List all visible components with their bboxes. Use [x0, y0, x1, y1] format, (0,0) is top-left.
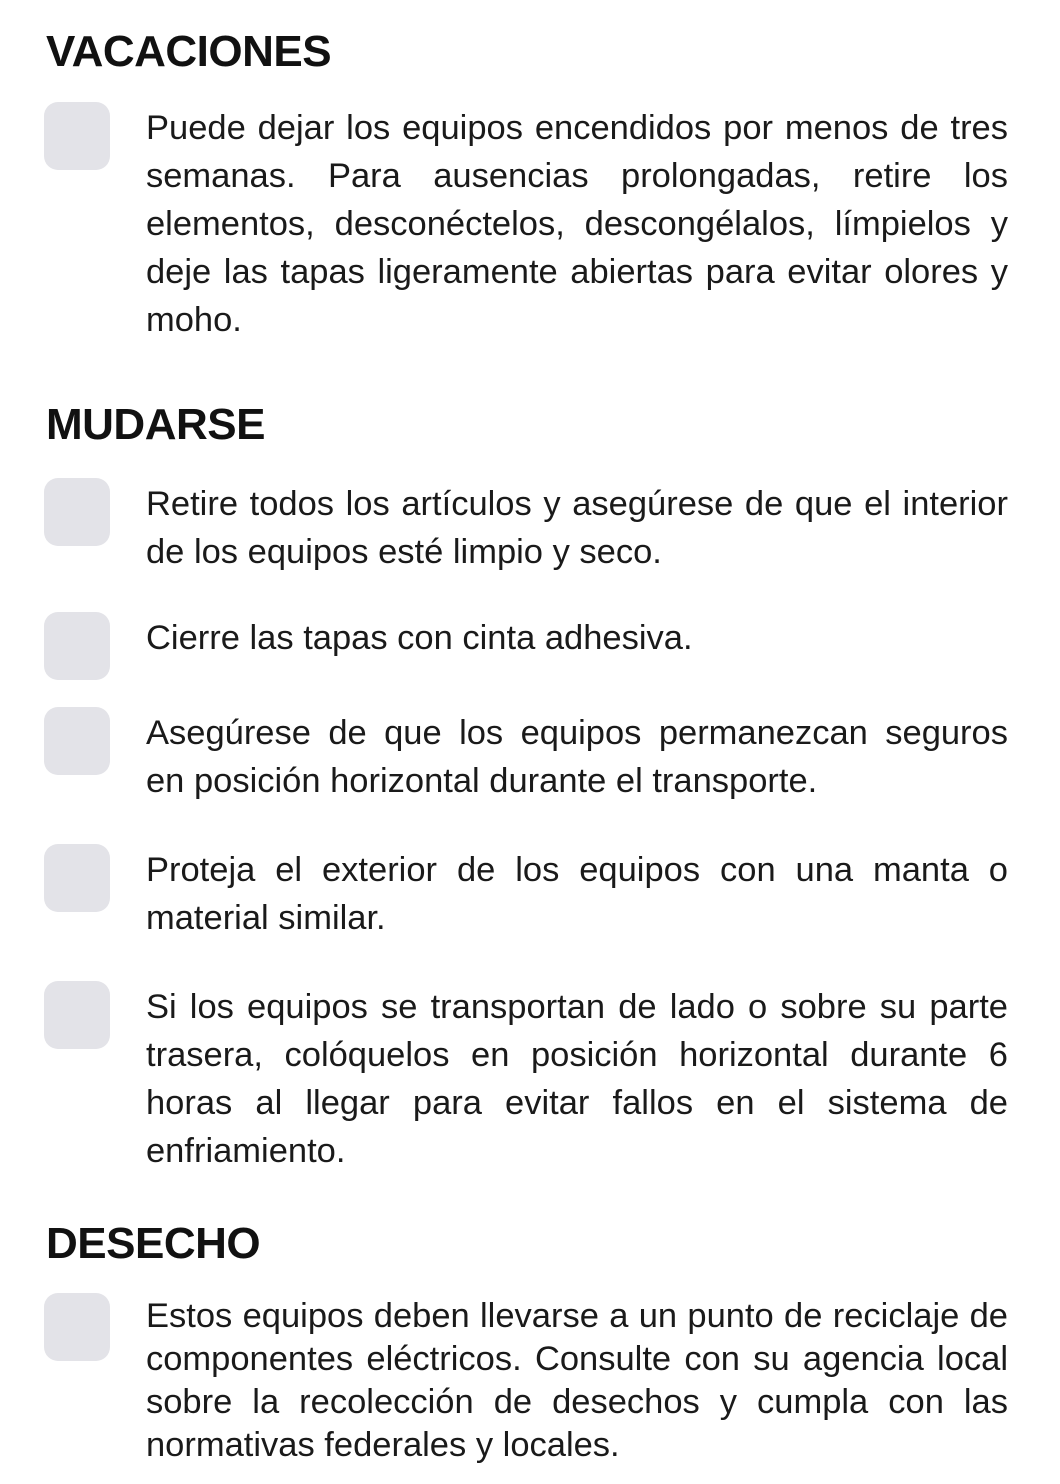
- section-title-vacaciones: VACACIONES: [46, 27, 332, 76]
- checkbox[interactable]: [44, 102, 110, 170]
- checkbox[interactable]: [44, 612, 110, 680]
- checklist-item-text: Proteja el exterior de los equipos con una manta o material similar.: [146, 851, 1008, 937]
- checklist-item-text: Puede dejar los equipos encendidos por menos de tres semanas. Para ausencias prolongadas, retire los elementos, desconéctelos, descongélalos, límpielos y deje las tapas ligeramente abiertas para evitar olores y moho.: [146, 109, 1008, 339]
- checkbox[interactable]: [44, 1293, 110, 1361]
- checklist-item-text: Asegúrese de que los equipos permanezcan seguros en posición horizontal durante el transporte.: [146, 714, 1008, 800]
- checklist-item-text: Retire todos los artículos y asegúrese de que el interior de los equipos esté limpio y seco.: [146, 485, 1008, 571]
- checkbox[interactable]: [44, 844, 110, 912]
- checkbox[interactable]: [44, 707, 110, 775]
- checklist-item-text: Si los equipos se transportan de lado o sobre su parte trasera, colóquelos en posición horizontal durante 6 horas al llegar para evitar fallos en el sistema de enfriamiento.: [146, 988, 1008, 1170]
- checklist-item-text: Cierre las tapas con cinta adhesiva.: [146, 619, 693, 657]
- section-title-mudarse: MUDARSE: [46, 400, 265, 449]
- checkbox[interactable]: [44, 478, 110, 546]
- checkbox[interactable]: [44, 981, 110, 1049]
- checklist-item-text: Estos equipos deben llevarse a un punto de reciclaje de componentes eléctricos. Consulte con su agencia local sobre la recolección de desechos y cumpla con las normativas federales y locales.: [146, 1297, 1008, 1464]
- section-title-desecho: DESECHO: [46, 1219, 261, 1268]
